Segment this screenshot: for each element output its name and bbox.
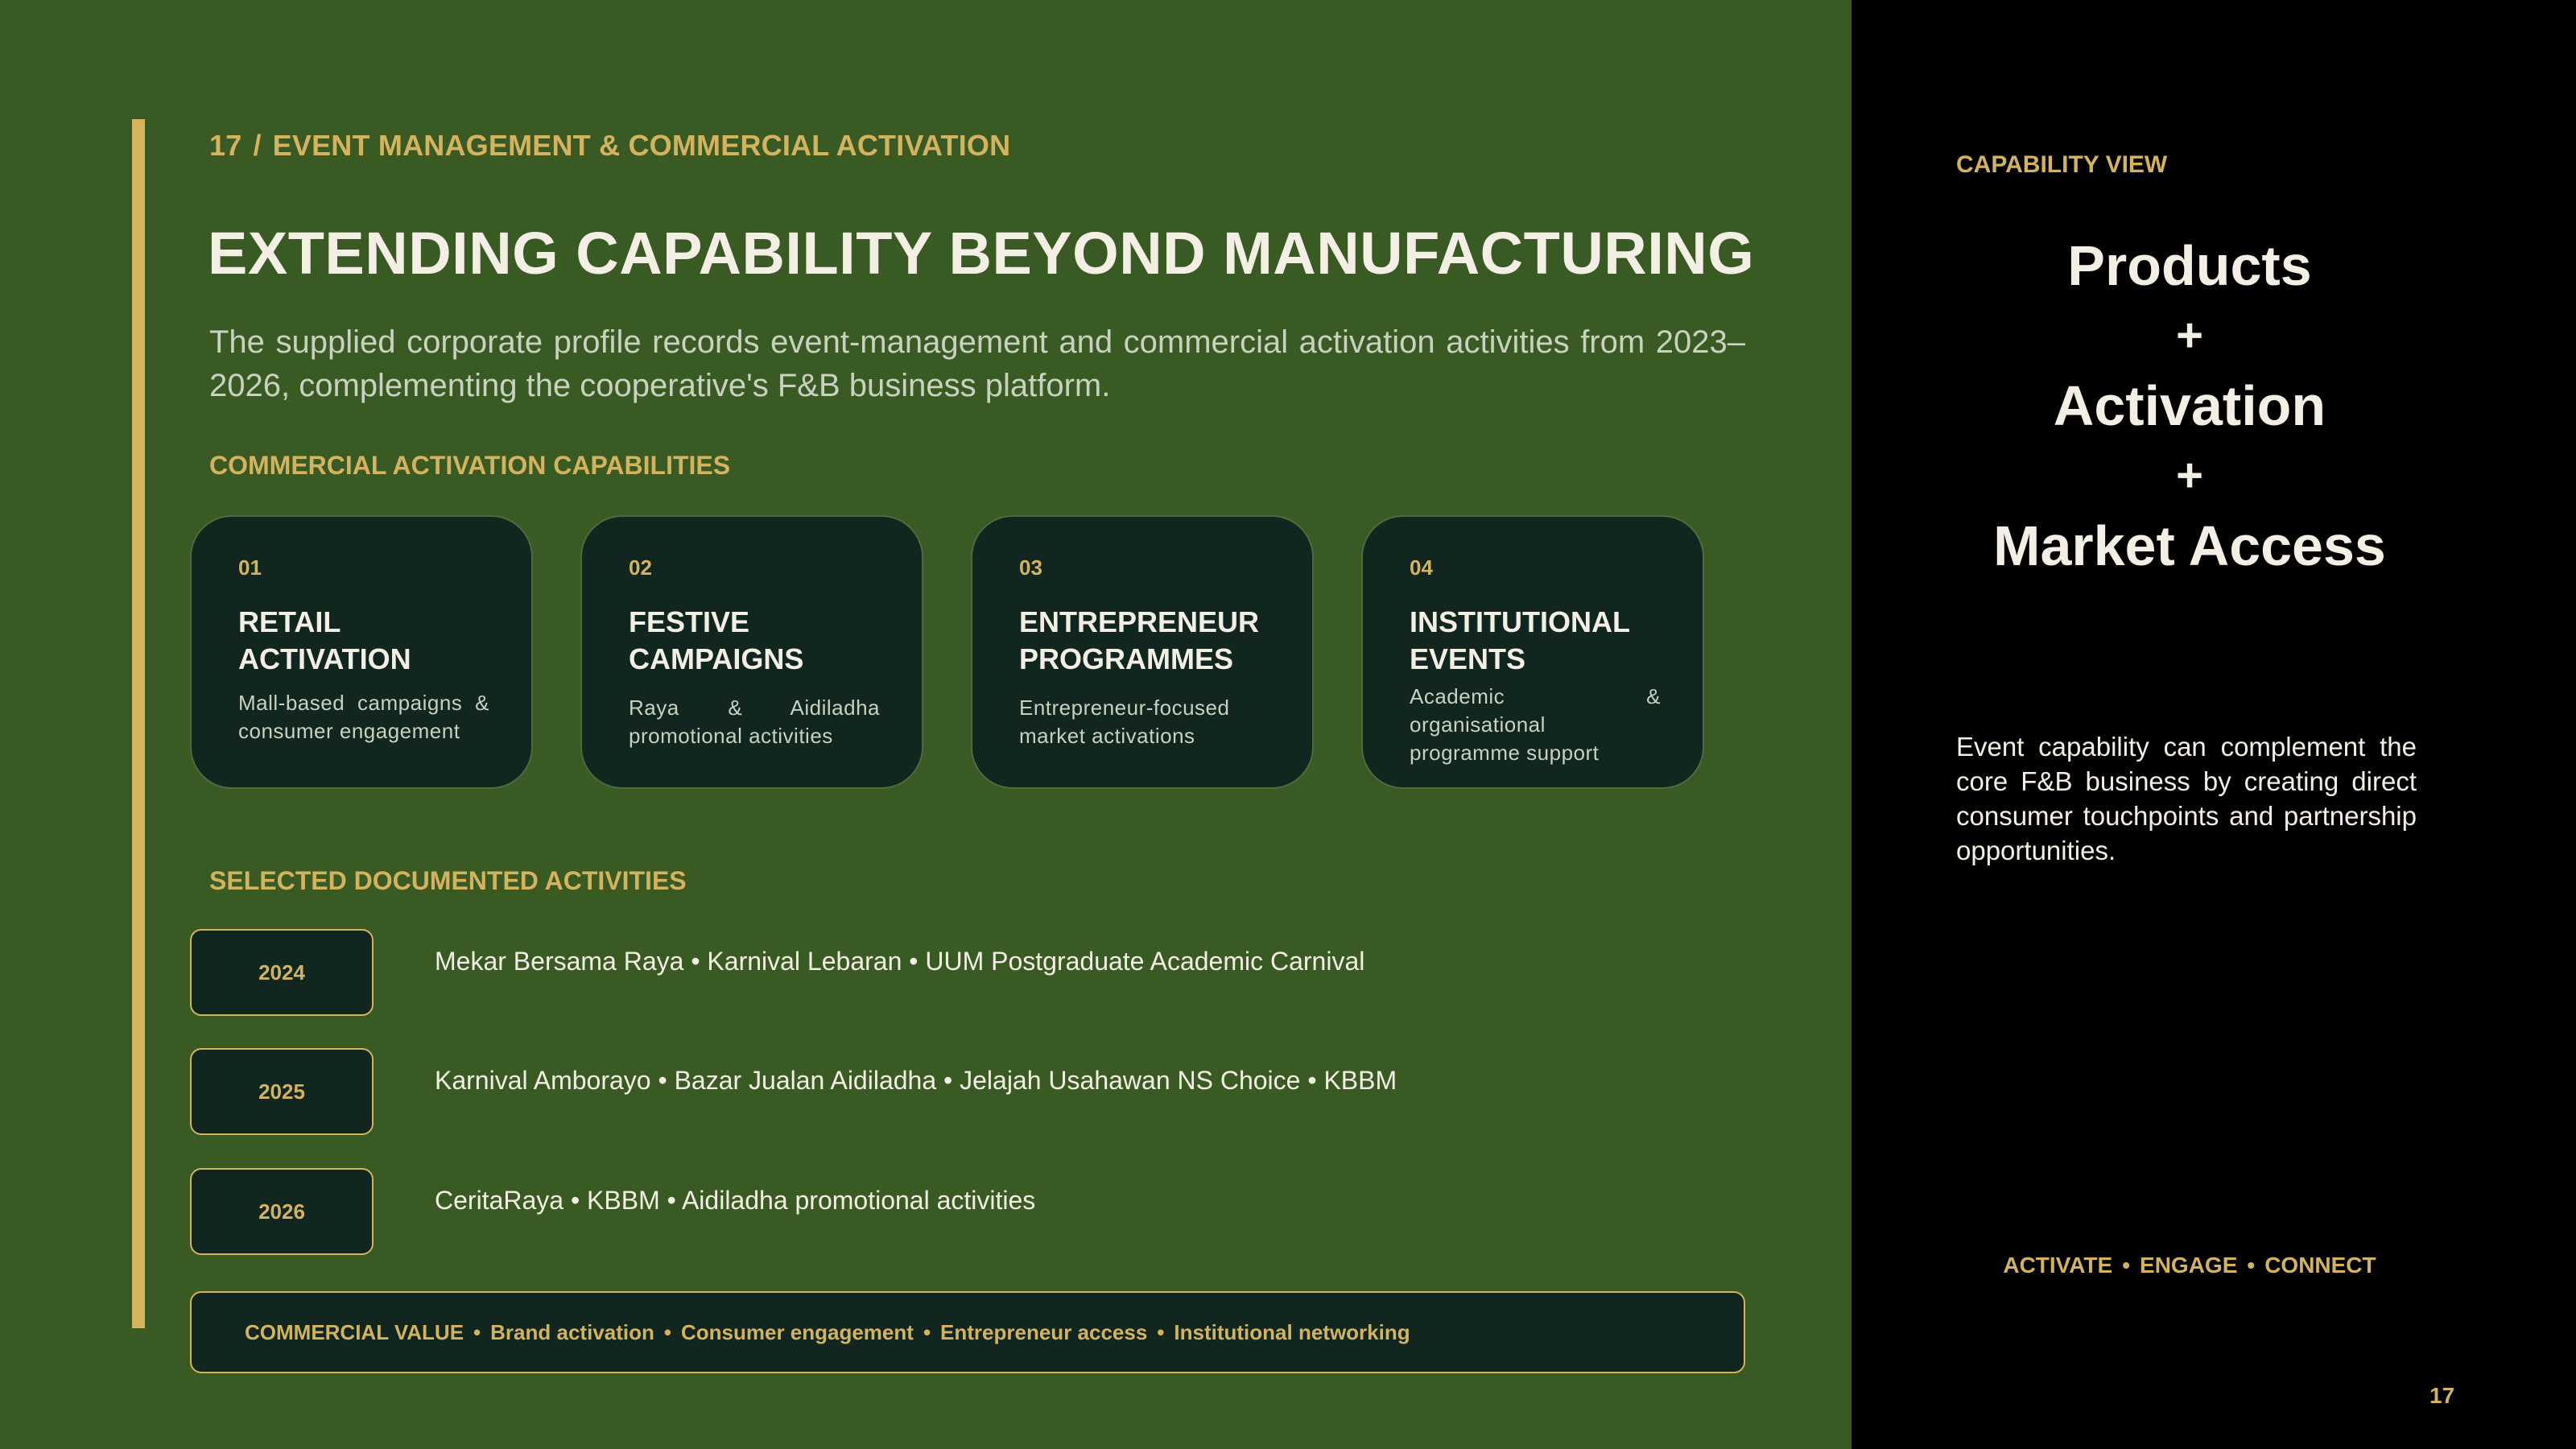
value-item: Consumer engagement <box>680 1320 914 1344</box>
equation-plus: + <box>2176 309 2203 361</box>
page-number: 17 <box>2429 1383 2455 1408</box>
card-title: FESTIVE CAMPAIGNS <box>629 605 804 675</box>
bullet-separator: • <box>923 1320 931 1344</box>
activity-row-2024 <box>190 929 1719 1018</box>
card-number: 04 <box>1410 555 1433 580</box>
kicker-separator: / <box>253 129 262 162</box>
card-description: Mall-based campaigns & consumer engagement <box>238 691 489 743</box>
activities-heading: SELECTED DOCUMENTED ACTIVITIES <box>209 866 687 895</box>
capability-card-festive <box>580 515 923 789</box>
capability-equation <box>1852 230 2528 581</box>
tagline-word: ACTIVATE <box>2003 1253 2113 1278</box>
bullet-separator: • <box>2122 1253 2131 1278</box>
year-badge: 2024 <box>190 929 374 1016</box>
bullet-separator: • <box>1157 1320 1165 1344</box>
activity-list: Mekar Bersama Raya • Karnival Lebaran • UUM Postgraduate Academic Carnival <box>435 947 1365 976</box>
value-item: Institutional networking <box>1174 1320 1410 1344</box>
card-number: 01 <box>238 555 262 580</box>
activity-list: CeritaRaya • KBBM • Aidiladha promotional activities <box>435 1186 1036 1215</box>
capability-view-label: CAPABILITY VIEW <box>1956 151 2168 178</box>
tagline-word: CONNECT <box>2264 1253 2376 1278</box>
capabilities-heading: COMMERCIAL ACTIVATION CAPABILITIES <box>209 451 731 480</box>
bullet-separator: • <box>2247 1253 2256 1278</box>
equation-plus: + <box>2176 449 2203 502</box>
tagline-word: ENGAGE <box>2140 1253 2238 1278</box>
activity-row-2025 <box>190 1048 1719 1137</box>
card-number: 02 <box>629 555 652 580</box>
value-item: Entrepreneur access <box>940 1320 1148 1344</box>
card-number: 03 <box>1019 555 1042 580</box>
card-description: Entrepreneur-focused market activations <box>1019 696 1230 748</box>
commercial-value-bar <box>190 1291 1745 1373</box>
activity-row-2026 <box>190 1168 1719 1257</box>
card-description: Academic & organisational programme support <box>1410 684 1661 765</box>
card-description: Raya & Aidiladha promotional activities <box>629 696 880 748</box>
section-name: EVENT MANAGEMENT & COMMERCIAL ACTIVATION <box>272 129 1011 162</box>
year-badge: 2026 <box>190 1168 374 1255</box>
capability-card-entrepreneur <box>971 515 1314 789</box>
section-kicker <box>209 129 1010 163</box>
value-item: Brand activation <box>490 1320 654 1344</box>
capability-card-institutional <box>1361 515 1704 789</box>
card-title: INSTITUTIONAL EVENTS <box>1410 605 1630 675</box>
activity-list: Karnival Amborayo • Bazar Jualan Aidiladha • Jelajah Usahawan NS Choice • KBBM <box>435 1066 1397 1095</box>
equation-market-access: Market Access <box>1993 514 2386 577</box>
capability-card-retail <box>190 515 533 789</box>
capability-sidebar <box>1852 0 2576 1449</box>
gold-accent-bar <box>132 119 145 1328</box>
card-title: RETAIL ACTIVATION <box>238 605 411 675</box>
bullet-separator: • <box>663 1320 671 1344</box>
intro-paragraph: The supplied corporate profile records event-management and commercial activation activities from 2023–2026, complementing the cooperative's F&B business platform. <box>209 324 1745 403</box>
bullet-separator: • <box>473 1320 481 1344</box>
page-title: EXTENDING CAPABILITY BEYOND MANUFACTURING <box>208 220 1755 287</box>
tagline <box>1852 1253 2528 1278</box>
commercial-value-lead: COMMERCIAL VALUE <box>245 1320 464 1344</box>
year-badge: 2025 <box>190 1048 374 1135</box>
equation-products: Products <box>2067 234 2312 297</box>
sidebar-note: Event capability can complement the core F&B business by creating direct consumer touchpoints and partnership opportunities. <box>1956 732 2417 865</box>
slide-number: 17 <box>209 129 242 162</box>
equation-activation: Activation <box>2053 374 2326 437</box>
commercial-value-text <box>245 1320 1410 1345</box>
card-title: ENTREPRENEUR PROGRAMMES <box>1019 605 1260 675</box>
